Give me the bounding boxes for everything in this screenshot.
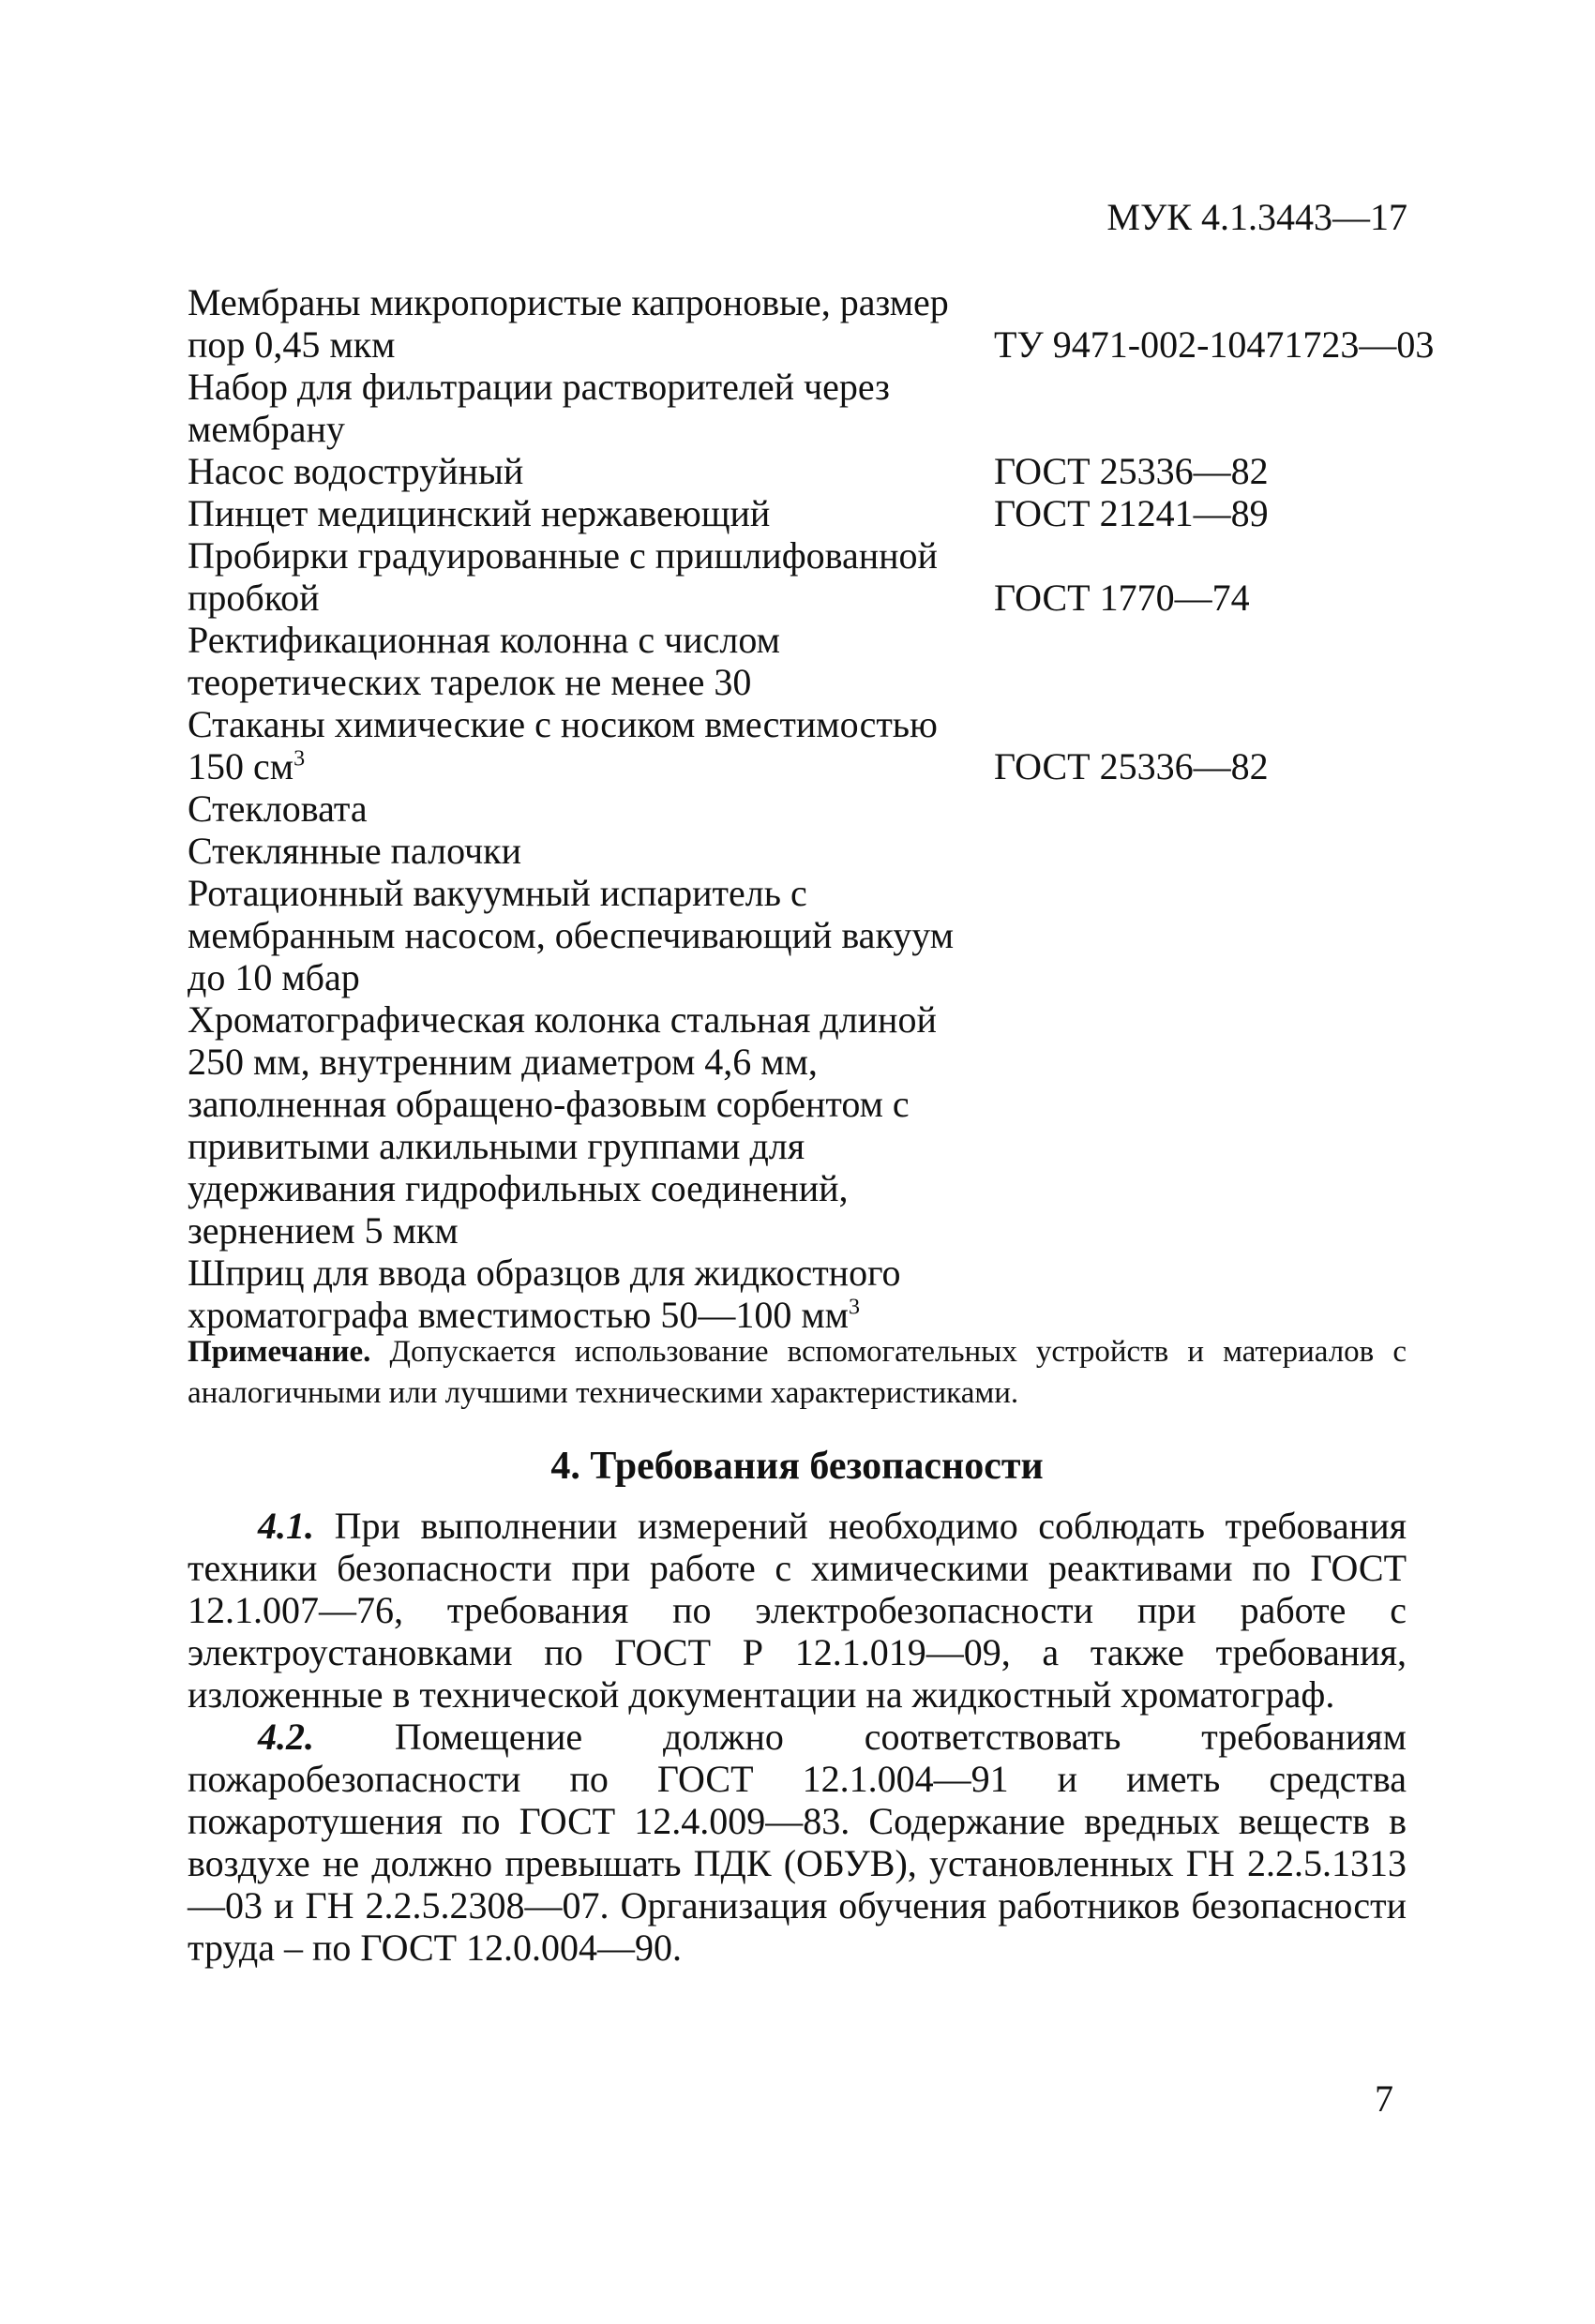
list-item: Пробирки градуированные с пришлифованной пробкой ГОСТ 1770—74 — [188, 534, 1250, 619]
list-item: Стеклянные палочки — [188, 830, 522, 872]
paragraph-number: 4.2. — [258, 1716, 314, 1758]
list-item: Стекловата — [188, 787, 368, 830]
list-item: Шприц для ввода образцов для жидкостного хроматографа вместимостью 50—100 $мм^3$ — [188, 1252, 901, 1336]
note-text: Допускается использование вспомогательных устройств и материалов с аналогичными или лучшими техническими характеристиками. — [188, 1335, 1407, 1410]
list-item: Стаканы химические с носиком вместимостью 150 $см^3$ ГОСТ 25336—82 — [188, 703, 1269, 787]
section-title: 4. Требования безопасности — [550, 1445, 1044, 1488]
equipment-list — [188, 281, 1463, 1336]
note — [188, 1331, 1407, 1414]
note-label: Примечание. — [188, 1335, 371, 1369]
page-number: 7 — [1375, 2077, 1393, 2120]
paragraph-4-1: 4.1. При выполнении измерений необходимо соблюдать требования техники безопасности при работе с химическими реактивами по ГОСТ 12.1.007—76, требования по электробезопасности при работе с электроустановками по ГОСТ Р 12.1.019—09, а также требования, изложенные в технической документации на жидкостный хроматограф. — [188, 1505, 1407, 1716]
document-code: МУК 4.1.3443—17 — [1106, 196, 1407, 238]
list-item: Хроматографическая колонка стальная длиной 250 мм, внутренним диаметром 4,6 мм, заполненная обращено-фазовым сорбентом с привитыми алкильными группами для удерживания гидрофильных соединений, зернением 5 мкм — [188, 998, 937, 1252]
list-item: Набор для фильтрации растворителей через мембрану — [188, 366, 890, 450]
list-item: Ректификационная колонна с числом теоретических тарелок не менее 30 — [188, 619, 780, 703]
list-item: Ротационный вакуумный испаритель с мембранным насосом, обеспечивающий вакуум до 10 мбар — [188, 872, 955, 998]
paragraph-4-2: 4.2. Помещение должно соответствовать требованиям пожаробезопасности по ГОСТ 12.1.004—91 и иметь средства пожаротушения по ГОСТ 12.4.009—83. Содержание вредных веществ в воздухе не должно превышать ПДК (ОБУВ), установленных ГН 2.2.5.1313—03 и ГН 2.2.5.2308—07. Организация обучения работников безопасности труда – по ГОСТ 12.0.004—90. — [188, 1716, 1407, 1969]
list-item: Мембраны микропористые капроновые, размер пор 0,45 мкм ТУ 9471-002-10471723—03 — [188, 281, 1435, 366]
list-item: Насос водоструйный ГОСТ 25336—82 — [188, 450, 1269, 492]
list-item: Пинцет медицинский нержавеющий ГОСТ 21241—89 — [188, 492, 1269, 534]
paragraph-number: 4.1. — [258, 1505, 314, 1547]
